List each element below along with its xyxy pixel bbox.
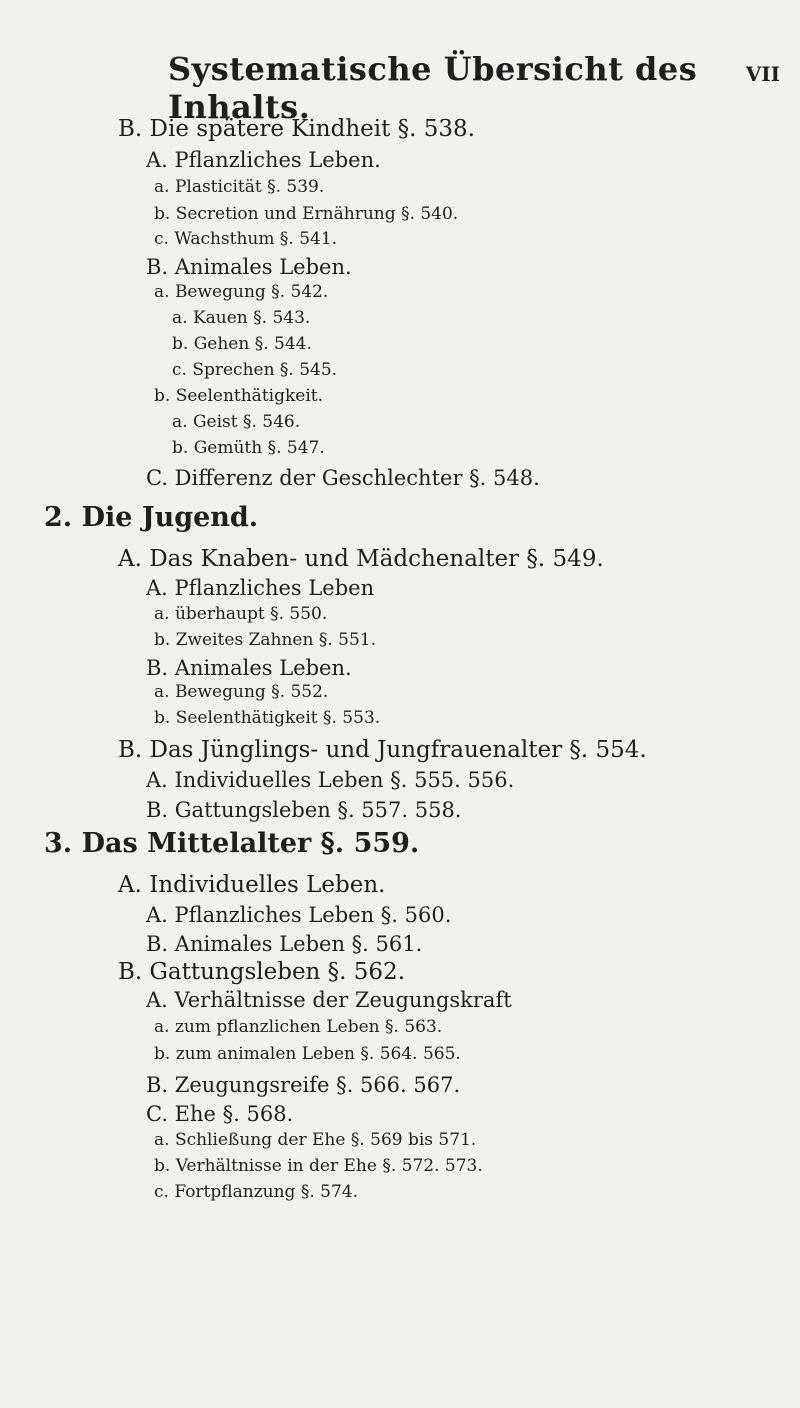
toc-subentry: c. Fortpflanzung §. 574. xyxy=(154,1182,358,1202)
toc-entry: A. Verhältnisse der Zeugungskraft xyxy=(146,988,512,1012)
toc-subentry: b. Zweites Zahnen §. 551. xyxy=(154,630,376,650)
toc-subentry: a. Schließung der Ehe §. 569 bis 571. xyxy=(154,1130,477,1150)
toc-subsubentry: a. Kauen §. 543. xyxy=(172,308,311,328)
toc-entry: A. Pflanzliches Leben. xyxy=(146,148,381,172)
subsection-heading: A. Individuelles Leben. xyxy=(118,872,386,898)
subsection-heading: B. Gattungsleben §. 562. xyxy=(118,959,406,985)
toc-subentry: b. Verhältnisse in der Ehe §. 572. 573. xyxy=(154,1156,483,1176)
toc-subentry: a. Plasticität §. 539. xyxy=(154,177,325,197)
toc-subentry: a. Bewegung §. 542. xyxy=(154,282,329,302)
section-heading: 2. Die Jugend. xyxy=(44,502,259,533)
subsection-heading: B. Das Jünglings- und Jungfrauenalter §. 554. xyxy=(118,737,647,763)
toc-entry: B. Animales Leben. xyxy=(146,656,352,680)
toc-subentry: c. Wachsthum §. 541. xyxy=(154,229,338,249)
toc-subentry: a. überhaupt §. 550. xyxy=(154,604,328,624)
toc-subsubentry: b. Gemüth §. 547. xyxy=(172,438,325,458)
toc-subsubentry: c. Sprechen §. 545. xyxy=(172,360,338,380)
toc-entry: C. Ehe §. 568. xyxy=(146,1102,294,1126)
toc-entry: B. Gattungsleben §. 557. 558. xyxy=(146,798,462,822)
page-number: VII xyxy=(745,62,780,86)
toc-entry: B. Animales Leben. xyxy=(146,255,352,279)
toc-subentry: b. zum animalen Leben §. 564. 565. xyxy=(154,1044,461,1064)
section-heading: 3. Das Mittelalter §. 559. xyxy=(44,828,420,859)
toc-entry: B. Animales Leben §. 561. xyxy=(146,932,423,956)
toc-subentry: a. zum pflanzlichen Leben §. 563. xyxy=(154,1017,443,1037)
toc-subentry: b. Secretion und Ernährung §. 540. xyxy=(154,204,459,224)
toc-subsubentry: a. Geist §. 546. xyxy=(172,412,301,432)
running-title: Systematische Übersicht des Inhalts. xyxy=(168,50,698,126)
page-header xyxy=(0,40,800,126)
toc-subsubentry: b. Gehen §. 544. xyxy=(172,334,312,354)
toc-entry: A. Pflanzliches Leben xyxy=(146,576,375,600)
subsection-heading: A. Das Knaben- und Mädchenalter §. 549. xyxy=(118,546,604,572)
toc-entry: B. Zeugungsreife §. 566. 567. xyxy=(146,1073,461,1097)
toc-entry: A. Individuelles Leben §. 555. 556. xyxy=(146,768,515,792)
toc-entry: A. Pflanzliches Leben §. 560. xyxy=(146,903,452,927)
subsection-heading: B. Die spätere Kindheit §. 538. xyxy=(118,116,475,142)
toc-entry: C. Differenz der Geschlechter §. 548. xyxy=(146,466,540,490)
toc-subentry: b. Seelenthätigkeit §. 553. xyxy=(154,708,381,728)
toc-subentry: b. Seelenthätigkeit. xyxy=(154,386,324,406)
toc-subentry: a. Bewegung §. 552. xyxy=(154,682,329,702)
